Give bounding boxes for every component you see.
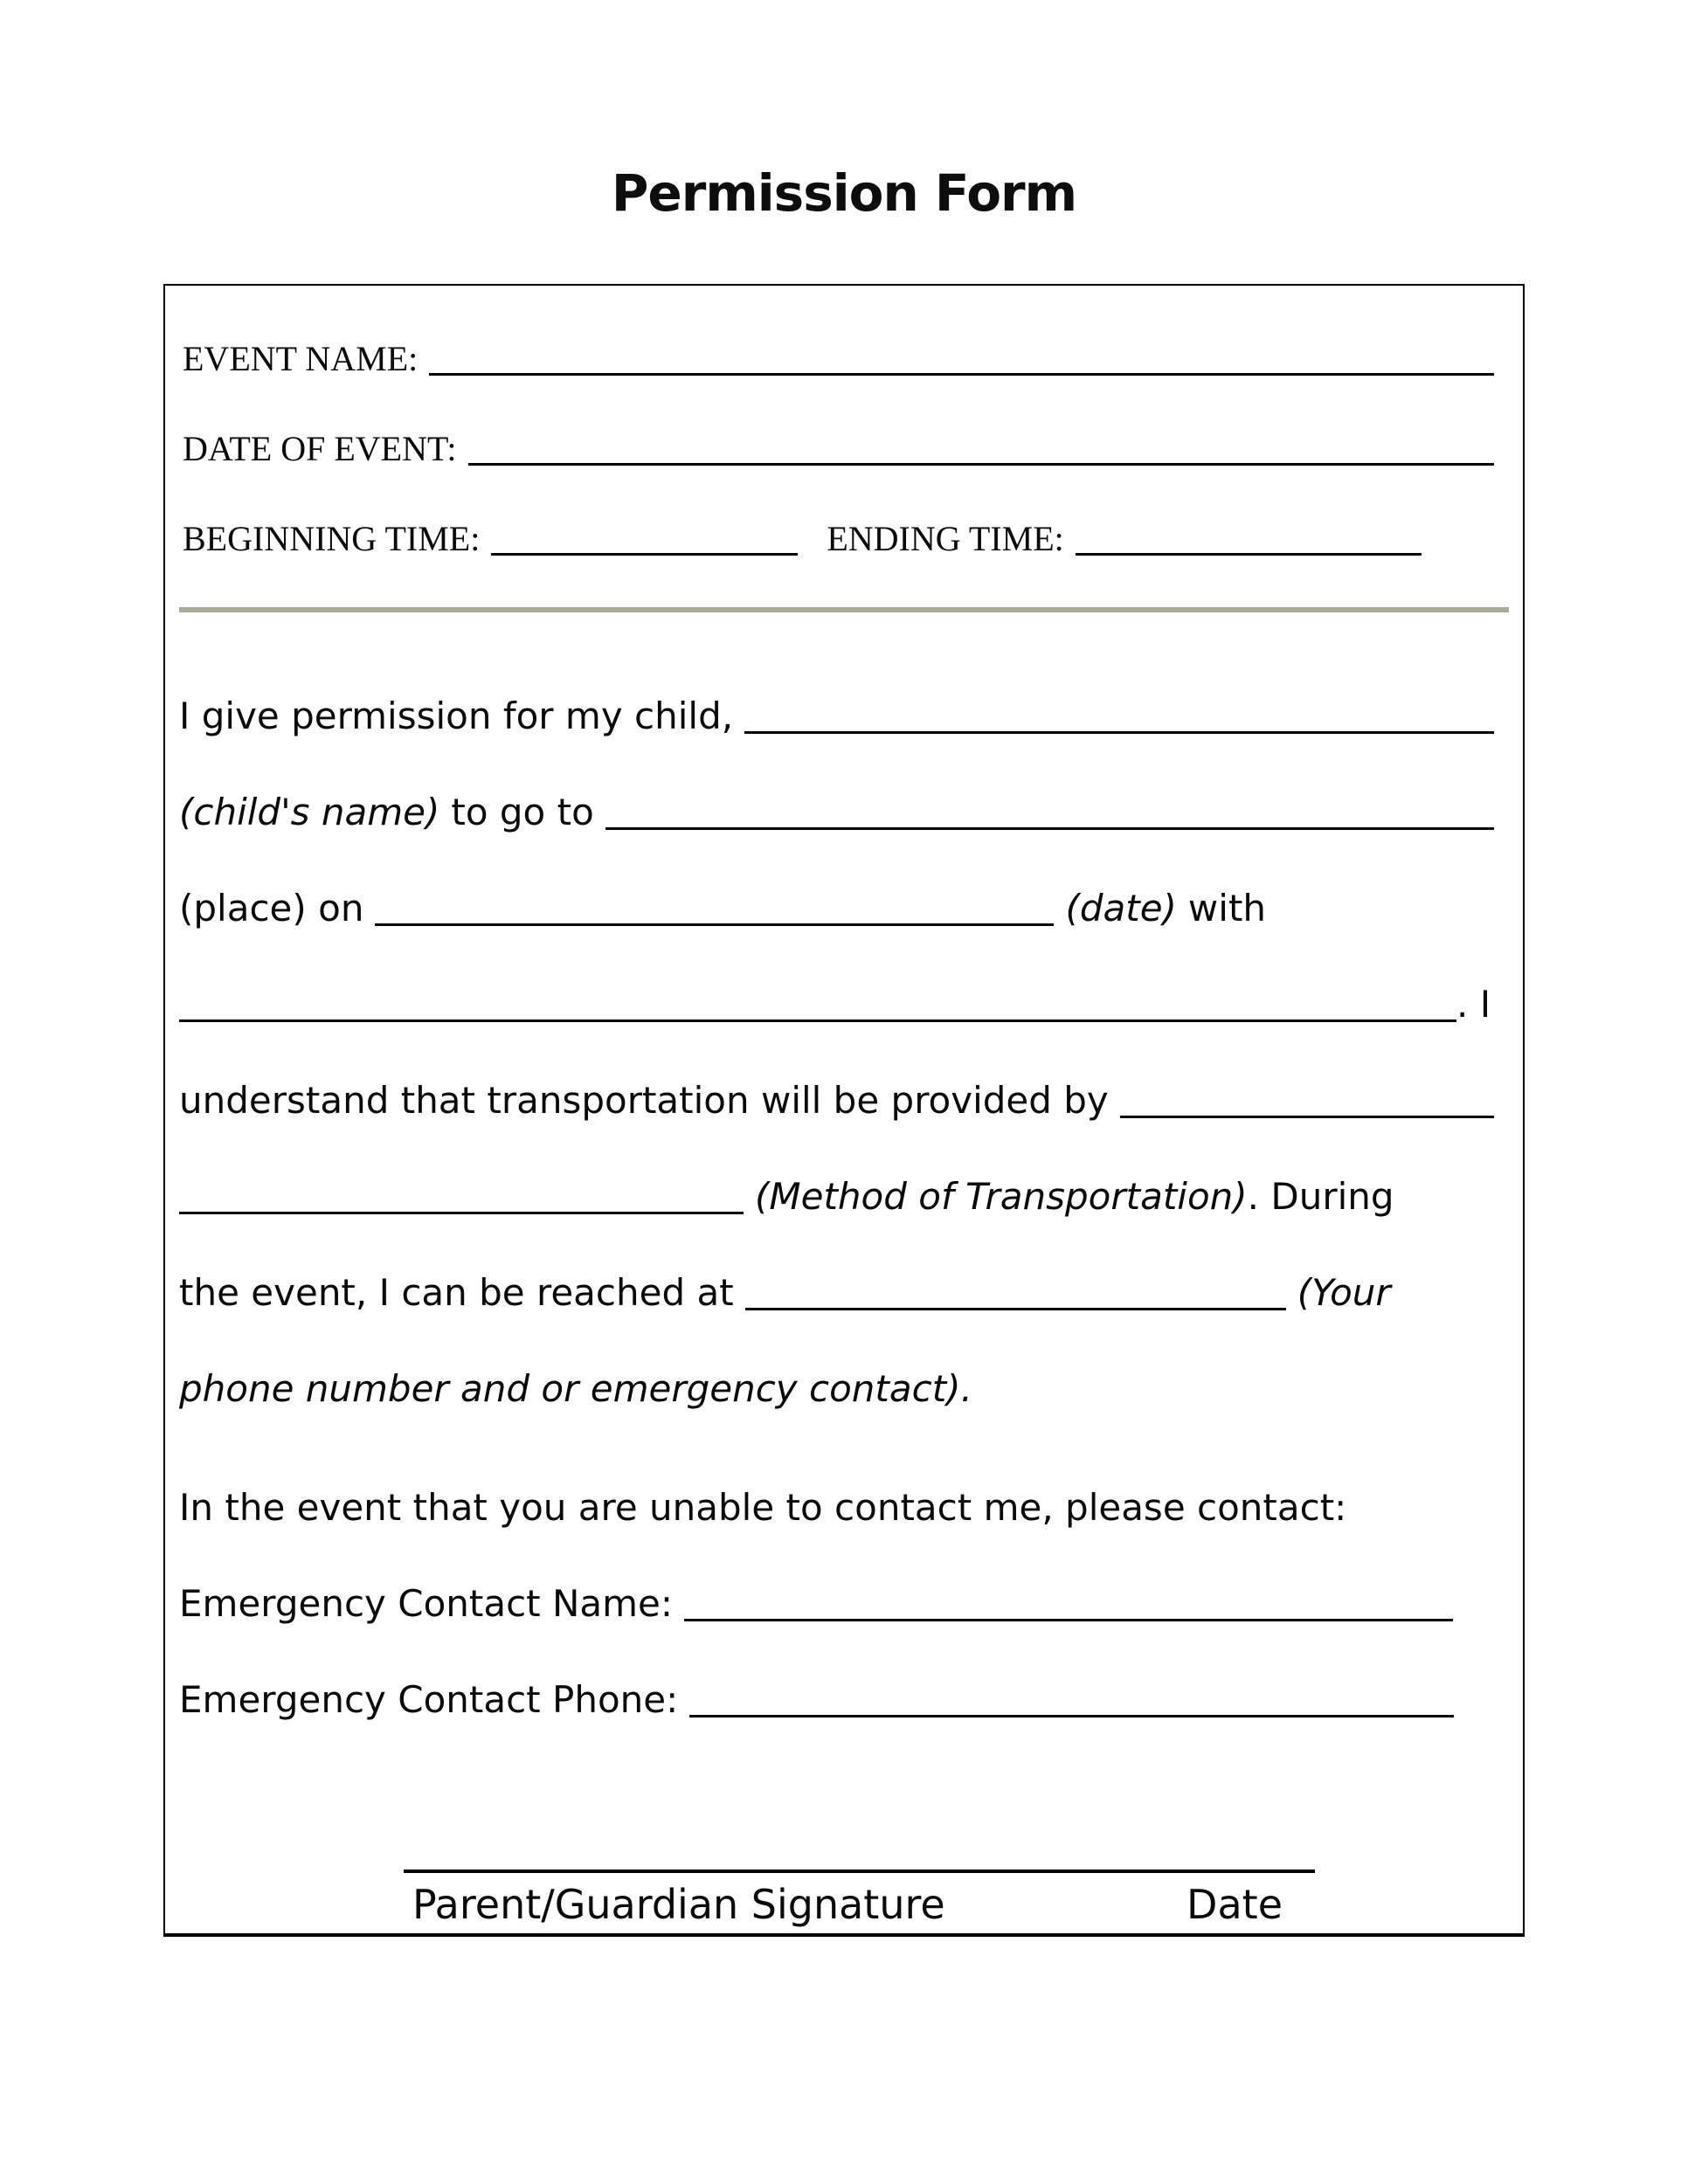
emergency-intro: In the event that you are unable to contact me, please contact: [179, 1486, 1347, 1529]
companion-input-line[interactable] [179, 1019, 1456, 1022]
statement-line [179, 668, 1494, 764]
date-of-event-row [183, 404, 1494, 494]
date-of-event-input-line[interactable] [468, 463, 1494, 466]
contact-phone-hint: (Your [1297, 1271, 1391, 1314]
method-of-transportation-hint: (Method of Transportation) [755, 1175, 1248, 1218]
statement-text: (place) on [179, 887, 364, 930]
emergency-name-row [179, 1556, 1494, 1652]
contact-phone-input-line[interactable] [745, 1308, 1286, 1310]
statement-line [179, 764, 1494, 860]
page-title: Permission Form [611, 163, 1077, 223]
date-input-line[interactable] [375, 923, 1054, 926]
statement-line [179, 1245, 1494, 1341]
permission-form-box [163, 284, 1525, 1937]
statement-text: I give permission for my child, [179, 695, 734, 737]
method-of-transportation-input-line[interactable] [179, 1212, 744, 1214]
place-input-line[interactable] [605, 827, 1494, 830]
ending-time-label: ENDING TIME: [827, 519, 1064, 558]
statement-text: understand that transportation will be provided by [179, 1079, 1109, 1122]
child-name-input-line[interactable] [744, 731, 1494, 734]
event-name-row [183, 314, 1494, 404]
permission-statement [165, 668, 1523, 1748]
beginning-time-input-line[interactable] [491, 553, 798, 556]
date-label: Date [1186, 1881, 1283, 1928]
statement-text: . During [1247, 1175, 1394, 1218]
statement-line [179, 1149, 1494, 1245]
beginning-time-label: BEGINNING TIME: [183, 519, 481, 558]
emergency-name-input-line[interactable] [684, 1619, 1453, 1621]
section-divider [179, 607, 1509, 612]
signature-label: Parent/Guardian Signature [412, 1881, 945, 1928]
times-row [183, 494, 1494, 584]
emergency-name-label: Emergency Contact Name: [179, 1582, 674, 1625]
statement-line [179, 860, 1494, 957]
transportation-provider-input-line[interactable] [1120, 1116, 1494, 1118]
event-name-label: EVENT NAME: [183, 339, 419, 378]
statement-line [179, 957, 1494, 1053]
statement-line [179, 1053, 1494, 1149]
contact-phone-hint-continued: phone number and or emergency contact). [179, 1367, 972, 1410]
emergency-phone-row [179, 1652, 1494, 1748]
statement-text: . I [1456, 983, 1491, 1026]
date-hint: (date) [1065, 887, 1177, 930]
child-name-hint: (child's name) [179, 791, 440, 833]
date-of-event-label: DATE OF EVENT: [183, 429, 457, 468]
signature-block [404, 1870, 1315, 1929]
signature-labels [404, 1873, 1315, 1929]
emergency-phone-label: Emergency Contact Phone: [179, 1678, 679, 1721]
emergency-phone-input-line[interactable] [689, 1715, 1454, 1717]
statement-text: the event, I can be reached at [179, 1271, 734, 1314]
statement-line [179, 1341, 1494, 1437]
statement-text: to go to [451, 791, 594, 833]
statement-text: with [1187, 887, 1267, 930]
emergency-intro-line [179, 1460, 1494, 1556]
ending-time-input-line[interactable] [1076, 553, 1422, 556]
event-name-input-line[interactable] [429, 373, 1494, 376]
header-fields [165, 314, 1523, 584]
